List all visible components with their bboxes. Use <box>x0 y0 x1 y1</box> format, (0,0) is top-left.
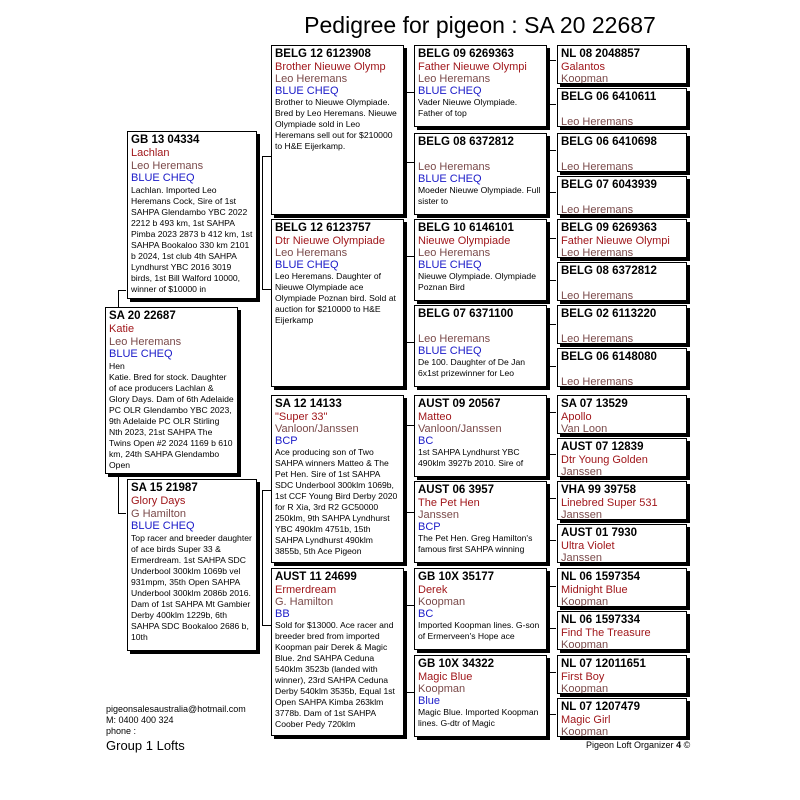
gen4-name: Derek <box>418 584 448 596</box>
gen5-ring: BELG 06 6148080 <box>561 351 657 363</box>
gen4-card[interactable] <box>414 568 547 650</box>
dam-name: Glory Days <box>131 495 186 507</box>
subject-color: BLUE CHEQ <box>109 348 173 360</box>
gen4-name: Magic Blue <box>418 671 473 683</box>
gen4-breeder: Koopman <box>418 596 466 608</box>
gen5-ring: BELG 09 6269363 <box>561 222 657 234</box>
gen5-ring: NL 06 1597334 <box>561 614 641 626</box>
gen3-note: Ace producing son of Two SAHPA winners Matteo & The Pet Hen. Sire of 1st SAHPA SDC Underbool 300klm 1069b, 1st CCF Young Bird Derby 2020 for R Xia, 3rd R2 GC50000 250klm, 9th SAHPA Lyndhurst YBC 490klm 4751b, 15th SAHPA Lyndhurst 490klm 3855b, 5th Ace Pigeon <box>275 447 398 556</box>
gen5-breeder: Koopman <box>561 73 609 84</box>
gen5-breeder: Koopman <box>561 639 609 650</box>
gen4-ring: GB 10X 35177 <box>418 571 495 583</box>
gen5-card[interactable] <box>557 655 687 694</box>
gen4-card[interactable] <box>414 481 547 563</box>
gen3-name: Brother Nieuwe Olymp <box>275 61 386 73</box>
gen3-breeder: G. Hamilton <box>275 596 334 608</box>
footer-credit <box>586 740 690 750</box>
gen4-card[interactable] <box>414 395 547 477</box>
gen5-name: Magic Girl <box>561 714 611 726</box>
gen3-breeder: Vanloon/Janssen <box>275 423 359 435</box>
gen4-name: The Pet Hen <box>418 497 480 509</box>
gen5-name <box>561 364 683 376</box>
gen4-color: BC <box>418 435 434 447</box>
gen4-card[interactable] <box>414 655 547 737</box>
gen4-ring: GB 10X 34322 <box>418 658 495 670</box>
gen4-ring: BELG 07 6371100 <box>418 308 514 320</box>
gen4-breeder: Janssen <box>418 509 459 521</box>
gen5-name: Ultra Violet <box>561 540 615 552</box>
gen5-ring: BELG 06 6410698 <box>561 136 657 148</box>
gen5-breeder: Leo Heremans <box>561 161 634 172</box>
sire-ring: GB 13 04334 <box>131 134 200 146</box>
gen5-name: First Boy <box>561 671 605 683</box>
gen4-card[interactable] <box>414 45 547 127</box>
contact-block <box>106 704 246 737</box>
gen4-note: Magic Blue. Imported Koopman lines. G-dtr of Magic <box>418 707 539 728</box>
gen5-name: Apollo <box>561 411 592 423</box>
subject-ring: SA 20 22687 <box>109 310 176 322</box>
gen5-breeder: Janssen <box>561 509 602 520</box>
gen5-ring: SA 07 13529 <box>561 398 628 410</box>
gen5-ring: NL 07 1207479 <box>561 701 641 713</box>
gen5-breeder: Leo Heremans <box>561 376 634 387</box>
gen5-card[interactable] <box>557 133 687 172</box>
sire-card[interactable] <box>127 131 257 299</box>
gen4-note: 1st SAHPA Lyndhurst YBC 490klm 3927b 2010. Sire of <box>418 447 524 468</box>
gen4-name <box>418 321 543 333</box>
gen5-ring: BELG 02 6113220 <box>561 308 657 320</box>
gen5-breeder: Leo Heremans <box>561 204 634 215</box>
gen5-name: Father Nieuwe Olympi <box>561 235 670 247</box>
gen4-name <box>418 149 543 161</box>
gen5-ring: AUST 07 12839 <box>561 441 644 453</box>
gen5-breeder: Janssen <box>561 466 602 477</box>
gen3-note: Brother to Nieuwe Olympiade. Bred by Leo Heremans. Nieuwe Olympiade sold in Leo Heremans sell out for $210000 to H&E Eijerkamp. <box>275 97 397 151</box>
gen5-card[interactable] <box>557 262 687 301</box>
gen4-note: Moeder Nieuwe Olympiade. Full sister to <box>418 185 541 206</box>
gen3-color: BLUE CHEQ <box>275 259 339 271</box>
gen5-breeder: Koopman <box>561 726 609 737</box>
gen5-breeder: Leo Heremans <box>561 290 634 301</box>
gen4-color: BLUE CHEQ <box>418 259 482 271</box>
gen5-ring: NL 07 12011651 <box>561 658 646 670</box>
gen3-name: Ermerdream <box>275 584 337 596</box>
gen5-card[interactable] <box>557 698 687 737</box>
gen3-color: BCP <box>275 435 298 447</box>
gen4-color: BC <box>418 608 434 620</box>
gen4-card[interactable] <box>414 305 547 387</box>
gen5-ring: BELG 07 6043939 <box>561 179 657 191</box>
dam-card[interactable] <box>127 479 257 651</box>
gen5-card[interactable] <box>557 88 687 127</box>
dam-color: BLUE CHEQ <box>131 520 195 532</box>
gen5-card[interactable] <box>557 568 687 607</box>
gen5-breeder: Koopman <box>561 596 609 607</box>
gen4-note: The Pet Hen. Greg Hamilton's famous first SAHPA winning <box>418 533 533 554</box>
gen5-breeder: Van Loon <box>561 423 608 434</box>
gen5-breeder: Leo Heremans <box>561 333 634 344</box>
gen5-breeder: Koopman <box>561 683 609 694</box>
gen4-ring: BELG 10 6146101 <box>418 222 514 234</box>
gen5-card[interactable] <box>557 219 687 258</box>
gen4-breeder: Vanloon/Janssen <box>418 423 502 435</box>
gen3-ring: SA 12 14133 <box>275 398 342 410</box>
gen5-card[interactable] <box>557 176 687 215</box>
gen3-ring: BELG 12 6123908 <box>275 48 371 60</box>
gen5-card[interactable] <box>557 305 687 344</box>
gen4-ring: BELG 09 6269363 <box>418 48 514 60</box>
contact-mobile: M: 0400 400 324 <box>106 715 174 725</box>
gen4-breeder: Leo Heremans <box>418 333 491 345</box>
gen4-ring: AUST 06 3957 <box>418 484 495 496</box>
gen3-card[interactable] <box>271 219 404 387</box>
gen4-ring: BELG 08 6372812 <box>418 136 514 148</box>
gen5-name <box>561 321 683 333</box>
gen4-card[interactable] <box>414 133 547 215</box>
gen3-ring: BELG 12 6123757 <box>275 222 371 234</box>
gen4-name: Nieuwe Olympiade <box>418 235 511 247</box>
gen5-name <box>561 149 683 161</box>
dam-breeder: G Hamilton <box>131 507 187 520</box>
dam-ring: SA 15 21987 <box>131 482 198 494</box>
gen4-color: BCP <box>418 521 441 533</box>
gen4-color: BLUE CHEQ <box>418 85 482 97</box>
dam-note: Top racer and breeder daughter of ace birds Super 33 & Ermerdream. 1st SAHPA SDC Underbool 300klm 1069b vel 931mpm, 35th Open SAHPA Underbool 300klm 2086b 2016. Dam of 1st SAHPA Mt Gambier Derby 400klm 1229b, 6th SAHPA SDC Bookaloo 2686 b, 10th <box>131 532 252 642</box>
gen4-color: BLUE CHEQ <box>418 173 482 185</box>
sire-breeder: Leo Heremans <box>131 159 204 172</box>
gen3-ring: AUST 11 24699 <box>275 571 357 583</box>
gen4-note: Vader Nieuwe Olympiade. Father of top <box>418 97 518 118</box>
gen5-name <box>561 278 683 290</box>
sire-name: Lachlan <box>131 147 170 159</box>
gen5-card[interactable] <box>557 45 687 84</box>
gen5-card[interactable] <box>557 395 687 434</box>
gen4-ring: AUST 09 20567 <box>418 398 501 410</box>
subject-sex: Hen <box>109 360 125 371</box>
gen5-name: Linebred Super 531 <box>561 497 658 509</box>
contact-phone: phone : <box>106 726 137 736</box>
gen4-card[interactable] <box>414 219 547 301</box>
subject-breeder: Leo Heremans <box>109 335 182 348</box>
gen5-name: Dtr Young Golden <box>561 454 648 466</box>
gen4-name: Matteo <box>418 411 452 423</box>
gen4-color: BLUE CHEQ <box>418 345 482 357</box>
gen3-name: Dtr Nieuwe Olympiade <box>275 235 386 247</box>
gen3-color: BB <box>275 608 290 620</box>
gen4-note: Imported Koopman lines. G-son of Ermerveen's Hope ace <box>418 620 540 641</box>
gen5-name: Galantos <box>561 61 606 73</box>
gen5-card[interactable] <box>557 438 687 477</box>
sire-note: Lachlan. Imported Leo Heremans Cock, Sire of 1st SAHPA Glendambo YBC 2022 2212 b 493 km, 1st SAHPA Pimba 2023 2873 b 412 km, 1st SAHPA Bookaloo 330 km 2101 b 2024, 1st club 4th SAHPA Lyndhurst YBC 2016 3019 birds, 1st Bill Walford 10000, winner of $10000 in <box>131 184 253 294</box>
gen4-name: Father Nieuwe Olympi <box>418 61 527 73</box>
page-title: Pedigree for pigeon : SA 20 22687 <box>304 12 656 38</box>
gen5-name: Find The Treasure <box>561 627 651 639</box>
gen5-breeder: Leo Heremans <box>561 116 634 127</box>
gen4-breeder: Leo Heremans <box>418 247 491 259</box>
gen4-breeder: Koopman <box>418 683 466 695</box>
gen3-note: Leo Heremans. Daughter of Nieuwe Olympiade ace Olympiade Poznan bird. Sold at auction for $210000 to H&E Eijerkamp <box>275 271 396 325</box>
gen5-name <box>561 104 683 116</box>
footer-version: 4 <box>676 740 682 750</box>
subject-name: Katie <box>109 323 135 335</box>
sire-color: BLUE CHEQ <box>131 172 195 184</box>
gen3-color: BLUE CHEQ <box>275 85 339 97</box>
gen5-name: Midnight Blue <box>561 584 628 596</box>
gen5-ring: NL 06 1597354 <box>561 571 641 583</box>
lofts-name: Group 1 Lofts <box>106 738 185 753</box>
gen3-name: "Super 33" <box>275 411 328 423</box>
subject-card[interactable] <box>105 307 238 474</box>
gen4-note: De 100. Daughter of De Jan 6x1st prizewinner for Leo <box>418 357 526 378</box>
gen5-card[interactable] <box>557 348 687 387</box>
gen4-breeder: Leo Heremans <box>418 73 491 85</box>
gen5-ring: NL 08 2048857 <box>561 48 641 60</box>
gen5-card[interactable] <box>557 481 687 520</box>
contact-email[interactable]: pigeonsalesaustralia@hotmail.com <box>106 704 246 714</box>
gen5-card[interactable] <box>557 524 687 563</box>
gen5-ring: VHA 99 39758 <box>561 484 637 496</box>
gen3-note: Sold for $13000. Ace racer and breeder bred from imported Koopman pair Derek & Magic Blue. 2nd SAHPA Ceduna 540klm 3523b (landed with winner), 23rd SAHPA Ceduna Derby 540klm 3535b, Equal 1st Open SAHPA Kimba 263klm 3778b. Dam of 1st SAHPA Coober Pedy 720klm <box>275 620 395 729</box>
gen5-breeder: Janssen <box>561 552 602 563</box>
gen4-breeder: Leo Heremans <box>418 161 491 173</box>
gen5-ring: BELG 08 6372812 <box>561 265 657 277</box>
gen5-ring: BELG 06 6410611 <box>561 91 657 103</box>
gen3-breeder: Leo Heremans <box>275 73 348 85</box>
gen5-card[interactable] <box>557 611 687 650</box>
subject-note: Katie. Bred for stock. Daughter of ace producers Lachlan & Glory Days. Dam of 6th Adelaide PC OLR Glendambo YBC 2023, 9th Adelaide PC OLR Stirling Nth 2023, 21st SAHPA The Twins Open #2 2024 1169 b 610 km, 24th SAHPA Glendambo Open <box>109 371 234 470</box>
gen3-breeder: Leo Heremans <box>275 247 348 259</box>
footer-app: Pigeon Loft Organizer <box>586 740 674 750</box>
gen5-ring: AUST 01 7930 <box>561 527 638 539</box>
gen4-color: Blue <box>418 695 441 707</box>
gen3-card[interactable] <box>271 568 404 736</box>
gen3-card[interactable] <box>271 45 404 215</box>
gen5-name <box>561 192 683 204</box>
gen4-note: Nieuwe Olympiade. Olympiade Poznan Bird <box>418 271 536 292</box>
copyright-icon: © <box>683 740 691 750</box>
gen3-card[interactable] <box>271 395 404 563</box>
gen5-breeder: Leo Heremans <box>561 247 634 258</box>
